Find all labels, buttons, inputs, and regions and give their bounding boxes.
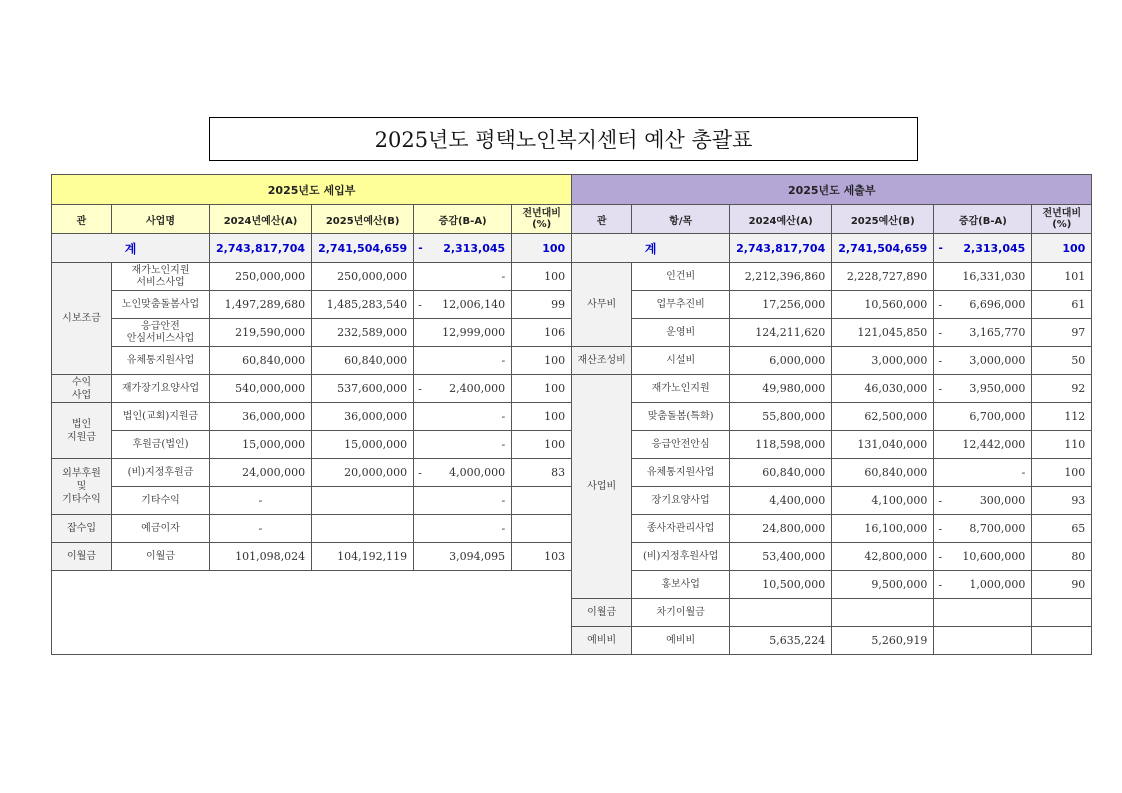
income-ratio: 106 <box>512 319 572 347</box>
expense-diff-value: 3,165,770 <box>969 326 1026 339</box>
expense-ratio: 112 <box>1032 403 1092 431</box>
income-ratio: 100 <box>512 347 572 375</box>
income-ratio: 99 <box>512 291 572 319</box>
income-2024: 219,590,000 <box>210 319 312 347</box>
expense-2025: 3,000,000 <box>832 347 934 375</box>
expense-total-diff <box>934 234 1032 263</box>
total-row <box>52 234 1092 263</box>
income-ratio <box>512 515 572 543</box>
expense-col-2025: 2025예산(B) <box>832 205 934 234</box>
expense-ratio <box>1032 627 1092 655</box>
expense-2024: 5,635,224 <box>730 627 832 655</box>
expense-2024: 55,800,000 <box>730 403 832 431</box>
document-title <box>209 117 918 161</box>
income-item-name: (비)지정후원금 <box>112 459 210 487</box>
income-diff-value: - <box>501 270 506 283</box>
income-group-misc: 잡수입 <box>52 515 112 543</box>
expense-group-reserve: 예비비 <box>572 627 632 655</box>
expense-item-name: 시설비 <box>632 347 730 375</box>
expense-diff-sign: - <box>938 522 943 535</box>
income-2024: 36,000,000 <box>210 403 312 431</box>
expense-ratio: 92 <box>1032 375 1092 403</box>
expense-item-name: 운영비 <box>632 319 730 347</box>
expense-item-name: 장기요양사업 <box>632 487 730 515</box>
income-diff <box>414 515 512 543</box>
expense-group-programs: 사업비 <box>572 375 632 599</box>
expense-diff <box>934 599 1032 627</box>
income-group-donations-line3: 기타수익 <box>62 494 101 505</box>
income-diff <box>414 375 512 403</box>
expense-item-name: 유체통지원사업 <box>632 459 730 487</box>
income-diff-value: 12,006,140 <box>442 298 506 311</box>
income-item-name: 기타수익 <box>112 487 210 515</box>
income-col-kwan: 관 <box>52 205 112 234</box>
income-ratio: 83 <box>512 459 572 487</box>
expense-item-name: 차기이월금 <box>632 599 730 627</box>
income-diff-sign: - <box>418 298 422 311</box>
income-2024: 24,000,000 <box>210 459 312 487</box>
income-diff-value: 2,400,000 <box>449 382 506 395</box>
income-diff-value: 3,094,095 <box>449 550 506 563</box>
income-diff <box>414 319 512 347</box>
income-col-diff: 증감(B-A) <box>414 205 512 234</box>
income-ratio: 103 <box>512 543 572 571</box>
income-group-corporate <box>52 403 112 459</box>
expense-2025 <box>832 599 934 627</box>
expense-diff <box>934 515 1032 543</box>
expense-group-office: 사무비 <box>572 263 632 347</box>
expense-total-2025: 2,741,504,659 <box>832 234 934 263</box>
income-diff-sign: - <box>418 382 422 395</box>
expense-2024 <box>730 599 832 627</box>
income-2024: 250,000,000 <box>210 263 312 291</box>
income-diff <box>414 543 512 571</box>
expense-ratio: 101 <box>1032 263 1092 291</box>
expense-2024: 49,980,000 <box>730 375 832 403</box>
expense-2025: 4,100,000 <box>832 487 934 515</box>
expense-col-2024: 2024예산(A) <box>730 205 832 234</box>
expense-diff <box>934 291 1032 319</box>
expense-item-name: 맞춤돌봄(특화) <box>632 403 730 431</box>
expense-total-ratio: 100 <box>1032 234 1092 263</box>
expense-item-name: 재가노인지원 <box>632 375 730 403</box>
expense-total-label: 계 <box>572 234 730 263</box>
income-diff <box>414 487 512 515</box>
income-2025: 1,485,283,540 <box>312 291 414 319</box>
income-item-name: 노인맞춤돌봄사업 <box>112 291 210 319</box>
expense-diff-sign: - <box>938 578 943 591</box>
expense-diff-value: 3,950,000 <box>969 382 1026 395</box>
expense-ratio: 93 <box>1032 487 1092 515</box>
expense-item-name: 예비비 <box>632 627 730 655</box>
expense-total-diff-sign: - <box>938 241 943 255</box>
income-group-revenue-line1: 수익 <box>71 376 92 388</box>
expense-2024: 124,211,620 <box>730 319 832 347</box>
expense-ratio: 80 <box>1032 543 1092 571</box>
expense-2024: 10,500,000 <box>730 571 832 599</box>
income-ratio: 100 <box>512 431 572 459</box>
expense-diff-value: 300,000 <box>979 494 1026 507</box>
expense-2024: 118,598,000 <box>730 431 832 459</box>
expense-diff <box>934 263 1032 291</box>
income-section-header: 2025년도 세입부 <box>52 175 572 205</box>
income-2025 <box>312 487 414 515</box>
table-row <box>52 347 1092 375</box>
expense-diff-sign: - <box>938 494 943 507</box>
income-diff-value: 4,000,000 <box>449 466 506 479</box>
income-item-name <box>112 319 210 347</box>
income-2025: 537,600,000 <box>312 375 414 403</box>
expense-diff-value: 6,700,000 <box>969 410 1026 423</box>
expense-2024: 17,256,000 <box>730 291 832 319</box>
expense-diff-sign: - <box>938 298 943 311</box>
income-ratio: 100 <box>512 375 572 403</box>
expense-2025: 9,500,000 <box>832 571 934 599</box>
expense-diff-sign: - <box>938 326 943 339</box>
expense-2025: 62,500,000 <box>832 403 934 431</box>
expense-item-name: 홍보사업 <box>632 571 730 599</box>
expense-diff-value: 3,000,000 <box>969 354 1026 367</box>
income-col-ratio-line2: (%) <box>532 219 552 230</box>
expense-ratio: 50 <box>1032 347 1092 375</box>
income-2025: 250,000,000 <box>312 263 414 291</box>
income-2024: - <box>210 515 312 543</box>
expense-diff <box>934 403 1032 431</box>
income-item-name: 예금이자 <box>112 515 210 543</box>
income-col-2025: 2025년예산(B) <box>312 205 414 234</box>
expense-diff <box>934 487 1032 515</box>
expense-2025: 121,045,850 <box>832 319 934 347</box>
income-item-name-line2: 서비스사업 <box>136 276 185 288</box>
income-2024: 101,098,024 <box>210 543 312 571</box>
expense-diff-value: 16,331,030 <box>962 270 1026 283</box>
expense-item-name: 응급안전안심 <box>632 431 730 459</box>
expense-diff-sign: - <box>938 354 943 367</box>
income-group-donations <box>52 459 112 515</box>
expense-diff <box>934 459 1032 487</box>
expense-ratio: 97 <box>1032 319 1092 347</box>
expense-total-diff-value: 2,313,045 <box>963 241 1026 255</box>
expense-diff-value: 6,696,000 <box>969 298 1026 311</box>
income-2024: 1,497,289,680 <box>210 291 312 319</box>
income-item-name: 후원금(법인) <box>112 431 210 459</box>
document-title-text: 2025년도 평택노인복지센터 예산 총괄표 <box>374 128 753 152</box>
expense-item-name: 업무추진비 <box>632 291 730 319</box>
income-col-ratio <box>512 205 572 234</box>
expense-item-name: (비)지정후원사업 <box>632 543 730 571</box>
expense-2024: 4,400,000 <box>730 487 832 515</box>
expense-2025: 131,040,000 <box>832 431 934 459</box>
income-item-name <box>112 263 210 291</box>
expense-ratio: 65 <box>1032 515 1092 543</box>
income-2024: - <box>210 487 312 515</box>
expense-diff-value: 10,600,000 <box>962 550 1026 563</box>
expense-section-header: 2025년도 세출부 <box>572 175 1092 205</box>
income-item-name-line1: 재가노인지원 <box>131 264 190 276</box>
expense-diff <box>934 543 1032 571</box>
expense-item-name: 인건비 <box>632 263 730 291</box>
section-header-row <box>52 175 1092 205</box>
expense-col-hang: 항/목 <box>632 205 730 234</box>
expense-diff <box>934 347 1032 375</box>
expense-diff <box>934 627 1032 655</box>
expense-ratio: 61 <box>1032 291 1092 319</box>
budget-summary-table <box>51 174 1092 655</box>
expense-col-ratio <box>1032 205 1092 234</box>
income-2025 <box>312 515 414 543</box>
expense-2024: 2,212,396,860 <box>730 263 832 291</box>
income-group-carryover: 이월금 <box>52 543 112 571</box>
income-ratio: 100 <box>512 403 572 431</box>
income-ratio: 100 <box>512 263 572 291</box>
income-item-name: 법인(교회)지원금 <box>112 403 210 431</box>
income-diff-value: - <box>501 494 506 507</box>
income-2025: 60,840,000 <box>312 347 414 375</box>
income-2025: 20,000,000 <box>312 459 414 487</box>
income-diff-sign: - <box>418 466 422 479</box>
expense-ratio: 100 <box>1032 459 1092 487</box>
expense-group-carryover: 이월금 <box>572 599 632 627</box>
expense-2025: 16,100,000 <box>832 515 934 543</box>
income-total-diff <box>414 234 512 263</box>
income-diff <box>414 431 512 459</box>
income-2025: 15,000,000 <box>312 431 414 459</box>
expense-col-diff: 증감(B-A) <box>934 205 1032 234</box>
income-2024: 15,000,000 <box>210 431 312 459</box>
expense-col-kwan: 관 <box>572 205 632 234</box>
income-ratio <box>512 487 572 515</box>
income-diff <box>414 403 512 431</box>
income-total-label: 계 <box>52 234 210 263</box>
expense-diff-value: 1,000,000 <box>969 578 1026 591</box>
income-total-ratio: 100 <box>512 234 572 263</box>
income-2025: 232,589,000 <box>312 319 414 347</box>
income-item-name-line2: 안심서비스사업 <box>126 332 195 344</box>
income-diff-value: - <box>501 410 506 423</box>
income-col-ratio-line1: 전년대비 <box>522 208 561 219</box>
income-col-2024: 2024년예산(A) <box>210 205 312 234</box>
expense-2024: 53,400,000 <box>730 543 832 571</box>
expense-diff-sign: - <box>938 550 943 563</box>
income-group-revenue-line2: 사업 <box>71 389 92 401</box>
income-total-diff-value: 2,313,045 <box>443 241 506 255</box>
income-item-name: 이월금 <box>112 543 210 571</box>
expense-2025: 2,228,727,890 <box>832 263 934 291</box>
expense-2025: 46,030,000 <box>832 375 934 403</box>
table-row <box>52 375 1092 403</box>
income-2025: 104,192,119 <box>312 543 414 571</box>
income-empty-area <box>52 571 572 655</box>
expense-item-name: 종사자관리사업 <box>632 515 730 543</box>
expense-diff-sign: - <box>938 382 943 395</box>
column-header-row <box>52 205 1092 234</box>
income-diff-value: - <box>501 438 506 451</box>
income-item-name-line1: 응급안전 <box>141 320 180 332</box>
expense-ratio: 110 <box>1032 431 1092 459</box>
income-total-diff-sign: - <box>418 241 423 255</box>
expense-ratio <box>1032 599 1092 627</box>
income-group-corporate-line2: 지원금 <box>67 431 96 443</box>
income-diff-value: - <box>501 354 506 367</box>
income-2025: 36,000,000 <box>312 403 414 431</box>
income-2024: 540,000,000 <box>210 375 312 403</box>
income-total-2024: 2,743,817,704 <box>210 234 312 263</box>
income-total-2025: 2,741,504,659 <box>312 234 414 263</box>
expense-ratio: 90 <box>1032 571 1092 599</box>
expense-2025: 60,840,000 <box>832 459 934 487</box>
income-diff <box>414 459 512 487</box>
income-diff-value: 12,999,000 <box>442 326 506 339</box>
expense-group-property: 재산조성비 <box>572 347 632 375</box>
expense-2024: 6,000,000 <box>730 347 832 375</box>
income-item-name: 유체통지원사업 <box>112 347 210 375</box>
expense-2025: 42,800,000 <box>832 543 934 571</box>
income-group-corporate-line1: 법인 <box>71 418 92 430</box>
income-diff <box>414 347 512 375</box>
expense-col-ratio-line1: 전년대비 <box>1042 208 1082 219</box>
income-diff <box>414 291 512 319</box>
expense-diff <box>934 571 1032 599</box>
expense-diff-value: 12,442,000 <box>962 438 1026 451</box>
income-col-name: 사업명 <box>112 205 210 234</box>
expense-2025: 10,560,000 <box>832 291 934 319</box>
expense-diff-value: 8,700,000 <box>969 522 1026 535</box>
expense-diff-value: - <box>1021 466 1026 479</box>
expense-col-ratio-line2: (%) <box>1052 219 1072 230</box>
expense-diff <box>934 319 1032 347</box>
income-group-revenue <box>52 375 112 403</box>
income-group-donations-line1: 외부후원 <box>62 468 101 479</box>
expense-total-2024: 2,743,817,704 <box>730 234 832 263</box>
income-2024: 60,840,000 <box>210 347 312 375</box>
table-row <box>52 263 1092 291</box>
income-item-name: 재가장기요양사업 <box>112 375 210 403</box>
expense-2024: 24,800,000 <box>730 515 832 543</box>
income-diff-value: - <box>501 522 506 535</box>
expense-2025: 5,260,919 <box>832 627 934 655</box>
income-group-city-subsidy: 시보조금 <box>52 263 112 375</box>
income-group-donations-line2: 및 <box>76 481 87 492</box>
expense-2024: 60,840,000 <box>730 459 832 487</box>
expense-diff <box>934 375 1032 403</box>
expense-diff <box>934 431 1032 459</box>
income-diff <box>414 263 512 291</box>
